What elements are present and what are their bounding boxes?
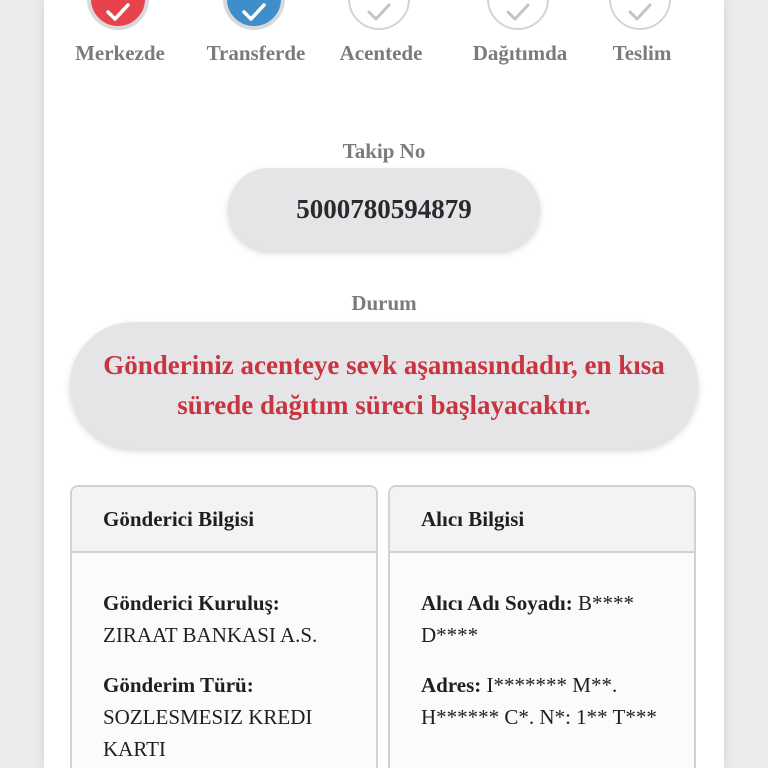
step-dagitimda	[450, 0, 590, 80]
tracking-number-label: Takip No	[342, 139, 426, 163]
check-icon	[487, 0, 549, 30]
check-icon	[609, 0, 671, 30]
step-teslim	[572, 0, 712, 80]
recipient-name-label: Alıcı Adı Soyadı:	[421, 591, 573, 615]
sender-organization-field	[103, 587, 354, 651]
step-label: Acentede	[339, 41, 423, 65]
recipient-address-field	[421, 669, 672, 733]
recipient-name-field	[421, 587, 672, 651]
tracking-number-value: 5000780594879	[228, 168, 540, 250]
recipient-address-value: I******* M**. H****** C*. N*: 1** T***	[421, 673, 657, 729]
sender-organization-value: ZIRAAT BANKASI A.S.	[103, 623, 318, 647]
step-transferde	[186, 0, 326, 80]
shipment-type-label: Gönderim Türü:	[103, 673, 254, 697]
step-merkezde	[50, 0, 190, 80]
recipient-address-label: Adres:	[421, 673, 482, 697]
tracking-panel	[44, 0, 724, 768]
step-label: Merkezde	[75, 41, 165, 65]
shipment-type-field	[103, 669, 354, 765]
step-label: Dağıtımda	[472, 41, 568, 65]
step-acentede	[311, 0, 451, 80]
recipient-name-value: B**** D****	[421, 591, 634, 647]
step-label: Transferde	[206, 41, 306, 65]
check-icon	[87, 0, 149, 30]
step-label: Teslim	[612, 41, 672, 65]
sender-card-title: Gönderici Bilgisi	[72, 487, 376, 553]
shipment-type-value: SOZLESMESIZ KREDI KARTI	[103, 705, 313, 761]
shipment-progress-stepper	[44, 0, 724, 80]
check-icon	[223, 0, 285, 30]
status-label: Durum	[351, 291, 417, 315]
check-icon	[348, 0, 410, 30]
sender-info-card	[70, 485, 378, 768]
status-message: Gönderiniz acenteye sevk aşamasındadır, en kısa sürede dağıtım süreci başlayacaktır.	[70, 322, 698, 448]
recipient-info-card	[388, 485, 696, 768]
recipient-card-title: Alıcı Bilgisi	[390, 487, 694, 553]
sender-organization-label: Gönderici Kuruluş:	[103, 591, 280, 615]
